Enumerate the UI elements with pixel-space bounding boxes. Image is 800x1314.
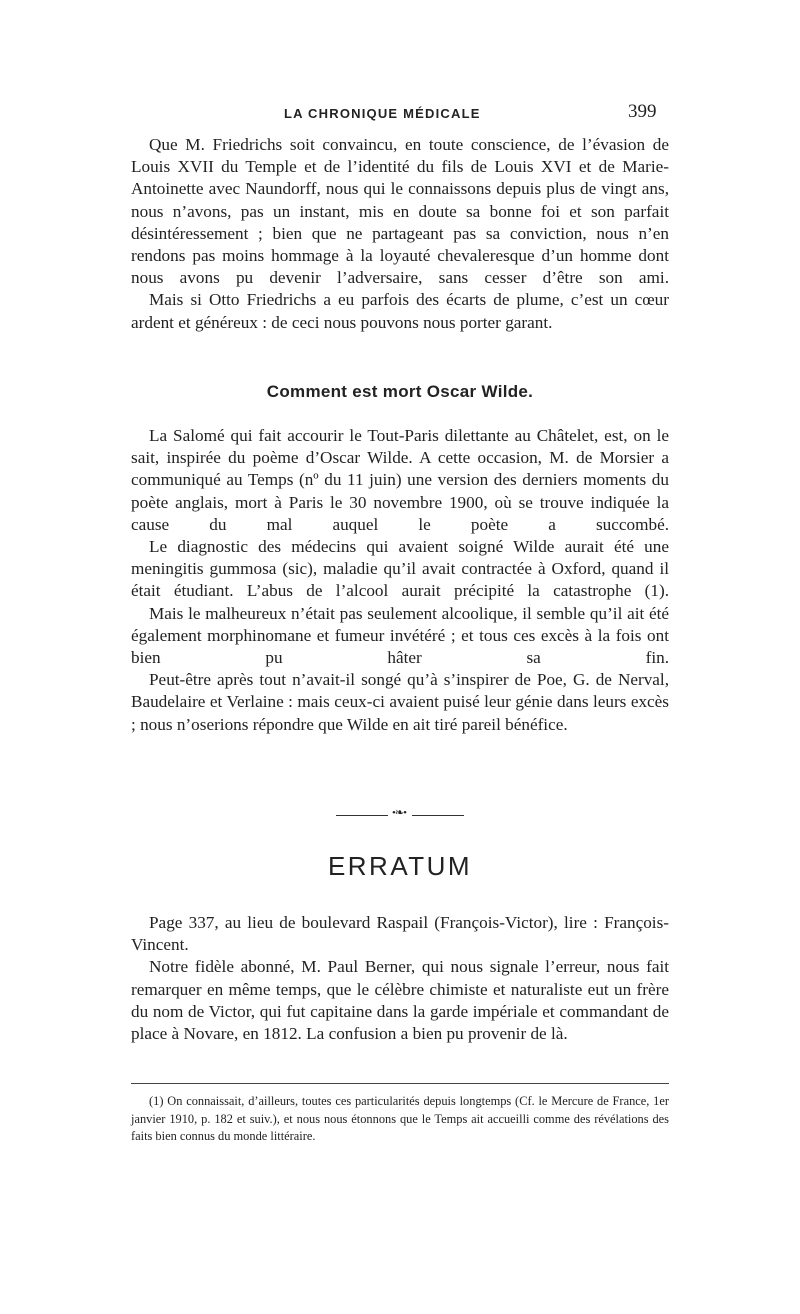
divider-line xyxy=(336,815,388,816)
erratum-title: ERRATUM xyxy=(327,851,473,881)
footnotes xyxy=(131,1093,669,1146)
section-heading: Comment est mort Oscar Wilde. xyxy=(266,382,534,401)
paragraph: Que M. Friedrichs soit convaincu, en toute conscience, de l’évasion de Louis XVII du Temple et de l’identité du fils de Louis XVI et de Marie-Antoinette avec Naundorff, nous qui le connaissons depuis plus de vingt ans, nous n’avons, pas un instant, mis en doute sa bonne foi et son parfait désintéressement ; bien que ne partageant pas sa conviction, nous n’en rendons pas moins hommage à la loyauté chevaleresque d’un homme dont nous avons pu devenir l’adversaire, sans cesser d’être son ami. xyxy=(131,135,669,288)
running-title: LA CHRONIQUE MÉDICALE xyxy=(284,106,481,121)
fleuron-icon: •❧• xyxy=(392,807,406,819)
erratum-text xyxy=(131,912,669,1045)
paragraph: Mais le malheureux n’était pas seulement alcoolique, il semble qu’il ait été également morphinomane et fumeur invétéré ; et tous ces excès à la fois ont bien pu hâter sa fin. xyxy=(131,603,669,668)
paragraph: Page 337, au lieu de boulevard Raspail (François-Victor), lire : François-Vincent. xyxy=(131,913,669,955)
paragraph: Le diagnostic des médecins qui avaient soigné Wilde aurait été une meningitis gummosa (sic), maladie qu’il avait contractée à Oxford, quand il était étudiant. L’abus de l’alcool aurait précipité la catastrophe (1). xyxy=(131,537,669,601)
paragraph: La Salomé qui fait accourir le Tout-Paris dilettante au Châtelet, est, on le sait, inspirée du poème d’Oscar Wilde. A cette occasion, M. de Morsier a communiqué au Temps (nº du 11 juin) une version des derniers moments du poète anglais, mort à Paris le 30 novembre 1900, où se trouve indiquée la cause du mal auquel le poète a succombé. xyxy=(131,426,669,534)
paragraph: Mais si Otto Friedrichs a eu parfois des écarts de plume, c’est un cœur ardent et généreux : de ceci nous pouvons nous porter garant. xyxy=(131,290,669,332)
paragraph: Peut-être après tout n’avait-il songé qu’à s’inspirer de Poe, G. de Nerval, Baudelaire et Verlaine : mais ceux-ci avaient puisé leur génie dans leurs excès ; nous n’oserions répondre que Wilde en ait tiré pareil bénéfice. xyxy=(131,670,669,734)
divider-line xyxy=(412,815,464,816)
page-number: 399 xyxy=(628,101,657,122)
paragraph: Notre fidèle abonné, M. Paul Berner, qui nous signale l’erreur, nous fait remarquer en même temps, que le célèbre chimiste et naturaliste eut un frère du nom de Victor, qui fut capitaine dans la garde impériale et commandant de place à Novare, en 1812. La confusion a bien pu provenir de là. xyxy=(131,957,669,1044)
section-divider xyxy=(336,807,464,819)
section-text xyxy=(131,425,669,736)
footnote: (1) On connaissait, d’ailleurs, toutes ces particularités depuis longtemps (Cf. le Mercure de France, 1er janvier 1910, p. 182 et suiv.), et nous nous étonnons que le Temps ait accueilli comme des révélations des faits bien connus du monde littéraire. xyxy=(131,1094,669,1143)
intro-text xyxy=(131,134,669,334)
footnote-rule xyxy=(131,1083,669,1084)
